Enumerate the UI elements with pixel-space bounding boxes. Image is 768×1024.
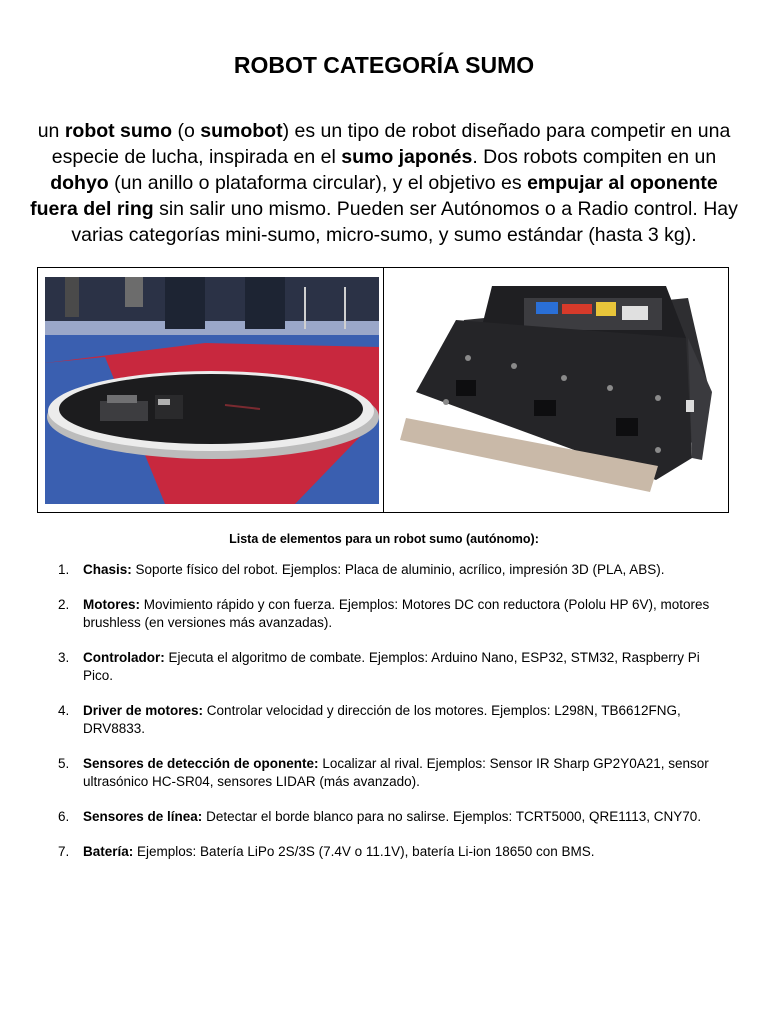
- list-item-label: Controlador:: [83, 650, 165, 665]
- intro-text-3: ) es un tipo de robot diseñado para competir en una especie de lucha, inspirada en el: [51, 119, 731, 168]
- intro-text-4: . Dos robots compiten en un: [472, 145, 717, 168]
- list-item-text: Controlar velocidad y dirección de los motores. Ejemplos: L298N, TB6612FNG, DRV8833.: [83, 703, 681, 736]
- list-item: [52, 596, 732, 632]
- dohyo-arena-photo: [45, 277, 379, 504]
- list-item-number: 3.: [58, 650, 70, 665]
- list-item-label: Sensores de línea:: [83, 809, 203, 824]
- photo-cell-robot: [384, 268, 728, 512]
- intro-bold-sumobot: sumobot: [200, 119, 283, 142]
- list-item-text: Detectar el borde blanco para no salirse. Ejemplos: TCRT5000, QRE1113, CNY70.: [202, 809, 702, 824]
- list-item-number: 1.: [58, 562, 70, 577]
- list-item-text: Soporte físico del robot. Ejemplos: Placa de aluminio, acrílico, impresión 3D (PLA, ABS).: [131, 562, 665, 577]
- sumo-robot-photo: [396, 280, 720, 500]
- list-item: [52, 808, 732, 826]
- intro-bold-objective: empujar al oponente fuera del ring: [30, 171, 718, 220]
- components-list: [52, 561, 732, 878]
- list-item-label: Sensores de detección de oponente:: [83, 756, 319, 771]
- list-item: [52, 702, 732, 738]
- list-item-number: 6.: [58, 809, 70, 824]
- list-item: [52, 561, 732, 579]
- list-item-text: Movimiento rápido y con fuerza. Ejemplos: Motores DC con reductora (Pololu HP 6V), motores brushless (en versiones más avanzadas).: [83, 597, 710, 630]
- list-item-number: 2.: [58, 597, 70, 612]
- intro-text-5: (un anillo o plataforma circular), y el objetivo es: [108, 171, 528, 194]
- page-title: ROBOT CATEGORÍA SUMO: [233, 52, 535, 79]
- intro-bold-sumo-japones: sumo japonés: [341, 145, 473, 168]
- list-item-label: Driver de motores:: [83, 703, 204, 718]
- intro-text-1: un: [37, 119, 65, 142]
- list-item-label: Batería:: [83, 844, 134, 859]
- intro-paragraph: [30, 118, 738, 248]
- photo-cell-dohyo: [38, 268, 384, 512]
- list-item-text: Ejecuta el algoritmo de combate. Ejemplos: Arduino Nano, ESP32, STM32, Raspberry Pi Pico.: [83, 650, 700, 683]
- list-item-number: 4.: [58, 703, 70, 718]
- intro-text-2: (o: [172, 119, 201, 142]
- list-item-number: 7.: [58, 844, 70, 859]
- intro-text-6: sin salir uno mismo. Pueden ser Autónomos o a Radio control. Hay varias categorías mini-sumo, micro-sumo, y sumo estándar (hasta 3 kg).: [71, 197, 738, 246]
- intro-bold-dohyo: dohyo: [50, 171, 109, 194]
- photo-table: [37, 267, 729, 513]
- list-item-text: Localizar al rival. Ejemplos: Sensor IR Sharp GP2Y0A21, sensor ultrasónico HC-SR04, sensores LIDAR (más avanzado).: [83, 756, 709, 789]
- list-item: [52, 843, 732, 861]
- list-item-number: 5.: [58, 756, 70, 771]
- list-item: [52, 649, 732, 685]
- list-title: Lista de elementos para un robot sumo (autónomo):: [229, 532, 539, 546]
- intro-bold-robot-sumo: robot sumo: [64, 119, 173, 142]
- list-item: [52, 755, 732, 791]
- list-item-label: Chasis:: [83, 562, 132, 577]
- list-item-text: Ejemplos: Batería LiPo 2S/3S (7.4V o 11.1V), batería Li-ion 18650 con BMS.: [133, 844, 595, 859]
- list-item-label: Motores:: [83, 597, 140, 612]
